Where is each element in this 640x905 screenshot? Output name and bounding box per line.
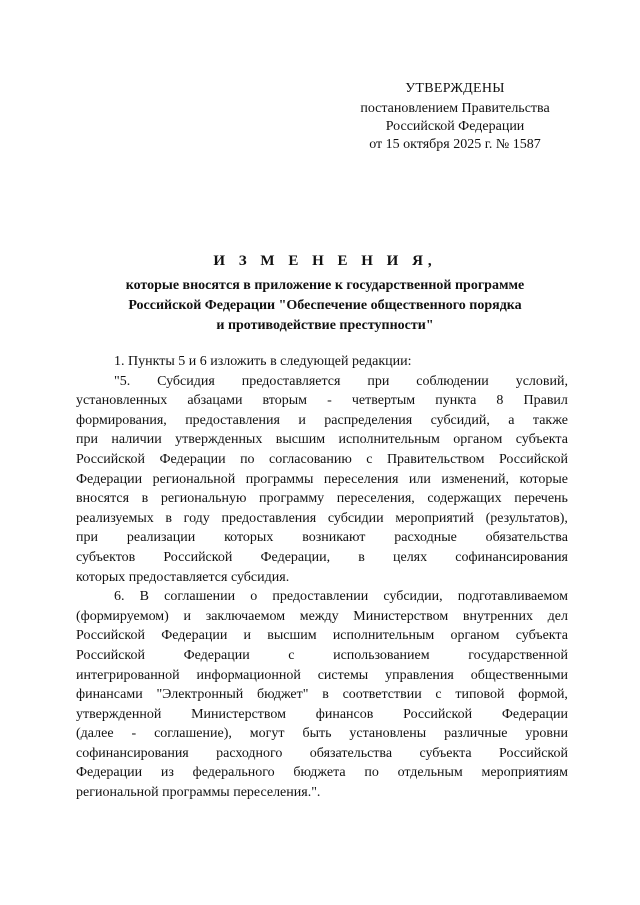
approval-block xyxy=(340,80,570,154)
paragraph-line: Федерации из федерального бюджета по отдельным мероприятиям xyxy=(76,765,568,781)
paragraph-line: (далее - соглашение), могут быть установлены различные уровни xyxy=(76,726,568,742)
subtitle-line: и противодействие преступности" xyxy=(216,318,434,333)
approval-line: Российской Федерации xyxy=(385,119,525,134)
paragraph-line: утвержденной Министерством финансов Российской Федерации xyxy=(76,706,568,722)
paragraph-line: интегрированной информационной системы управления общественными xyxy=(76,667,568,683)
approval-line: постановлением Правительства xyxy=(360,101,550,116)
paragraph-line: "5. Субсидия предоставляется при соблюдении условий, xyxy=(114,373,568,389)
paragraph-line: Российской Федерации с использованием государственной xyxy=(76,647,568,663)
paragraph-line: Российской Федерации по согласованию с Правительством Российской xyxy=(76,451,568,467)
approval-title: УТВЕРЖДЕНЫ xyxy=(405,81,505,96)
paragraph-line: установленных абзацами вторым - четвертым пункта 8 Правил xyxy=(76,393,568,409)
paragraph-line: (формируемом) и заключаемом между Министерством внутренних дел xyxy=(76,608,568,624)
document-subtitle xyxy=(70,276,580,336)
document-body xyxy=(76,352,568,803)
paragraph-line: при реализации которых возникают расходные обязательства xyxy=(76,530,568,546)
paragraph-line: реализуемых в году предоставления субсидии мероприятий (результатов), xyxy=(76,510,568,526)
paragraph-line: вносятся в региональную программу переселения, содержащих перечень xyxy=(76,491,568,507)
paragraph-line: софинансирования расходного обязательства субъекта Российской xyxy=(76,745,568,761)
item-1: 1. Пункты 5 и 6 изложить в следующей редакции: xyxy=(114,354,412,369)
paragraph-line: 6. В соглашении о предоставлении субсидии, подготавливаемом xyxy=(114,589,568,605)
paragraph-line: Федерации региональной программы переселения или изменений, которые xyxy=(76,471,568,487)
paragraph-line: Российской Федерации и высшим исполнительным органом субъекта xyxy=(76,628,568,644)
paragraph-line: финансами "Электронный бюджет" в соответствии с типовой формой, xyxy=(76,687,568,703)
document-title: И З М Е Н Е Н И Я, xyxy=(213,253,437,269)
subtitle-line: Российской Федерации "Обеспечение общественного порядка xyxy=(128,298,522,313)
paragraph-line: субъектов Российской Федерации, в целях софинансирования xyxy=(76,549,568,565)
paragraph-6 xyxy=(76,587,568,803)
document-heading xyxy=(70,253,580,336)
paragraph-5 xyxy=(76,372,568,588)
paragraph-line: региональной программы переселения.". xyxy=(76,785,321,801)
paragraph-line: формирования, предоставления и распределения субсидий, а также xyxy=(76,412,568,428)
approval-line: от 15 октября 2025 г. № 1587 xyxy=(369,137,541,152)
subtitle-line: которые вносятся в приложение к государственной программе xyxy=(125,278,525,293)
paragraph-line: которых предоставляется субсидия. xyxy=(76,569,290,585)
paragraph-line: при наличии утвержденных высшим исполнительным органом субъекта xyxy=(76,432,568,448)
